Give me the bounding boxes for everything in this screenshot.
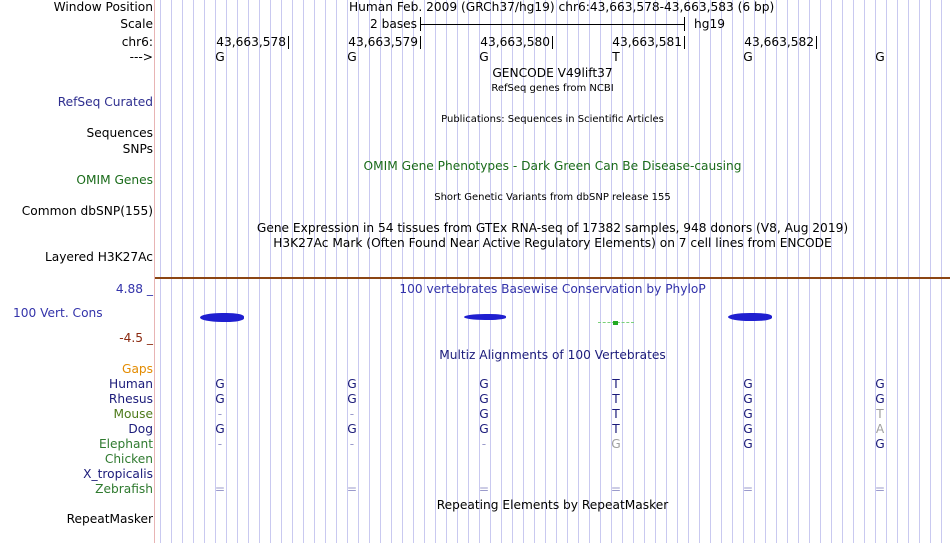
alignment-base: G bbox=[743, 407, 753, 421]
species-label-mouse[interactable]: Mouse bbox=[113, 407, 153, 421]
alignment-base: A bbox=[875, 422, 885, 436]
snps-track-label[interactable]: SNPs bbox=[122, 142, 153, 156]
alignment-base: G bbox=[347, 422, 357, 436]
scale-value: 2 bases bbox=[370, 17, 418, 31]
alignment-base: G bbox=[479, 422, 489, 436]
phylop-track-title: 100 vertebrates Basewise Conservation by PhyloP bbox=[399, 282, 706, 296]
refseq-track-label[interactable]: RefSeq Curated bbox=[57, 95, 153, 109]
species-label-chicken[interactable]: Chicken bbox=[104, 452, 153, 466]
reference-base: G bbox=[479, 50, 489, 64]
ruler-coordinate: 43,663,580 bbox=[480, 35, 550, 49]
scale-bar-right-cap bbox=[684, 17, 685, 31]
alignment-base: = bbox=[874, 482, 886, 496]
track-group-divider bbox=[155, 277, 950, 279]
h3k27ac-track-title: H3K27Ac Mark (Often Found Near Active Regulatory Elements) on 7 cell lines from ENCODE bbox=[273, 236, 832, 250]
reference-base: G bbox=[743, 50, 753, 64]
alignment-base: G bbox=[215, 377, 225, 391]
chrom-label: chr6: bbox=[121, 35, 153, 49]
species-label-x-tropicalis[interactable]: X_tropicalis bbox=[83, 467, 153, 481]
ruler-coordinate: 43,663,578 bbox=[216, 35, 286, 49]
species-label-dog[interactable]: Dog bbox=[128, 422, 153, 436]
ruler-tick bbox=[420, 36, 421, 49]
species-label-gaps[interactable]: Gaps bbox=[122, 362, 153, 376]
alignment-base: G bbox=[611, 437, 621, 451]
alignment-base: = bbox=[610, 482, 622, 496]
dbsnp-track-label[interactable]: Common dbSNP(155) bbox=[21, 204, 153, 218]
reference-base: G bbox=[347, 50, 357, 64]
alignment-base: = bbox=[346, 482, 358, 496]
ruler-coordinate: 43,663,581 bbox=[612, 35, 682, 49]
omim-track-label[interactable]: OMIM Genes bbox=[76, 173, 153, 187]
species-label-elephant[interactable]: Elephant bbox=[98, 437, 153, 451]
scale-assembly: hg19 bbox=[694, 17, 725, 31]
ruler-coordinate: 43,663,582 bbox=[744, 35, 814, 49]
ruler-tick bbox=[552, 36, 553, 49]
window-position-label: Window Position bbox=[53, 0, 153, 14]
alignment-base: G bbox=[347, 392, 357, 406]
alignment-base: G bbox=[347, 377, 357, 391]
alignment-base: G bbox=[215, 392, 225, 406]
species-label-zebrafish[interactable]: Zebrafish bbox=[95, 482, 153, 496]
alignment-base: = bbox=[214, 482, 226, 496]
alignment-base: G bbox=[875, 392, 885, 406]
repeatmasker-track-title: Repeating Elements by RepeatMasker bbox=[436, 498, 669, 512]
alignment-base: T bbox=[612, 407, 620, 421]
alignment-base: T bbox=[612, 392, 620, 406]
phylop-min-value: -4.5 _ bbox=[119, 331, 153, 345]
alignment-base: G bbox=[743, 392, 753, 406]
sequences-track-label[interactable]: Sequences bbox=[86, 126, 153, 140]
alignment-base: = bbox=[478, 482, 490, 496]
alignment-base: T bbox=[612, 377, 620, 391]
scale-label: Scale bbox=[120, 17, 153, 31]
window-position-value: Human Feb. 2009 (GRCh37/hg19) chr6:43,663,578-43,663,583 (6 bp) bbox=[349, 0, 775, 14]
alignment-base: G bbox=[875, 377, 885, 391]
alignment-base: - bbox=[481, 437, 487, 451]
alignment-base: G bbox=[479, 407, 489, 421]
alignment-base: G bbox=[875, 437, 885, 451]
phylop-neutral-mark bbox=[613, 321, 618, 325]
ruler-coordinate: 43,663,579 bbox=[348, 35, 418, 49]
alignment-base: = bbox=[742, 482, 754, 496]
phylop-logo-glyph bbox=[464, 314, 506, 320]
species-label-rhesus[interactable]: Rhesus bbox=[108, 392, 153, 406]
phylop-logo-glyph bbox=[200, 313, 244, 322]
alignment-base: G bbox=[479, 392, 489, 406]
alignment-base: G bbox=[215, 422, 225, 436]
phylop-max-value: 4.88 _ bbox=[115, 282, 153, 296]
dbsnp-track-title: Short Genetic Variants from dbSNP release 155 bbox=[434, 192, 671, 203]
scale-bar-left-cap bbox=[420, 17, 421, 31]
reference-base: T bbox=[612, 50, 620, 64]
alignment-base: - bbox=[217, 407, 223, 421]
alignment-base: - bbox=[349, 407, 355, 421]
scale-bar bbox=[420, 24, 684, 25]
publications-track-title: Publications: Sequences in Scientific Articles bbox=[441, 114, 664, 125]
refseq-track-subtitle: RefSeq genes from NCBI bbox=[491, 83, 614, 94]
alignment-base: G bbox=[743, 437, 753, 451]
phylop-track-label[interactable]: 100 Vert. Cons bbox=[13, 306, 103, 320]
alignment-base: G bbox=[479, 377, 489, 391]
alignment-base: T bbox=[876, 407, 884, 421]
gencode-track-title[interactable]: GENCODE V49lift37 bbox=[492, 66, 613, 80]
strand-label: ---> bbox=[129, 50, 153, 64]
reference-base: G bbox=[215, 50, 225, 64]
alignment-base: - bbox=[349, 437, 355, 451]
gtex-track-title: Gene Expression in 54 tissues from GTEx RNA-seq of 17382 samples, 948 donors (V8, Aug 2019) bbox=[256, 221, 849, 235]
ruler-tick bbox=[684, 36, 685, 49]
alignment-base: T bbox=[612, 422, 620, 436]
omim-track-title: OMIM Gene Phenotypes - Dark Green Can Be Disease-causing bbox=[363, 159, 742, 173]
ruler-tick bbox=[816, 36, 817, 49]
repeatmasker-track-label[interactable]: RepeatMasker bbox=[66, 512, 153, 526]
species-label-human[interactable]: Human bbox=[109, 377, 153, 391]
alignment-base: - bbox=[217, 437, 223, 451]
h3k27ac-track-label[interactable]: Layered H3K27Ac bbox=[44, 250, 153, 264]
ruler-tick bbox=[288, 36, 289, 49]
multiz-track-title: Multiz Alignments of 100 Vertebrates bbox=[439, 348, 666, 362]
reference-base: G bbox=[875, 50, 885, 64]
phylop-logo-glyph bbox=[728, 313, 772, 321]
alignment-base: G bbox=[743, 422, 753, 436]
alignment-base: G bbox=[743, 377, 753, 391]
